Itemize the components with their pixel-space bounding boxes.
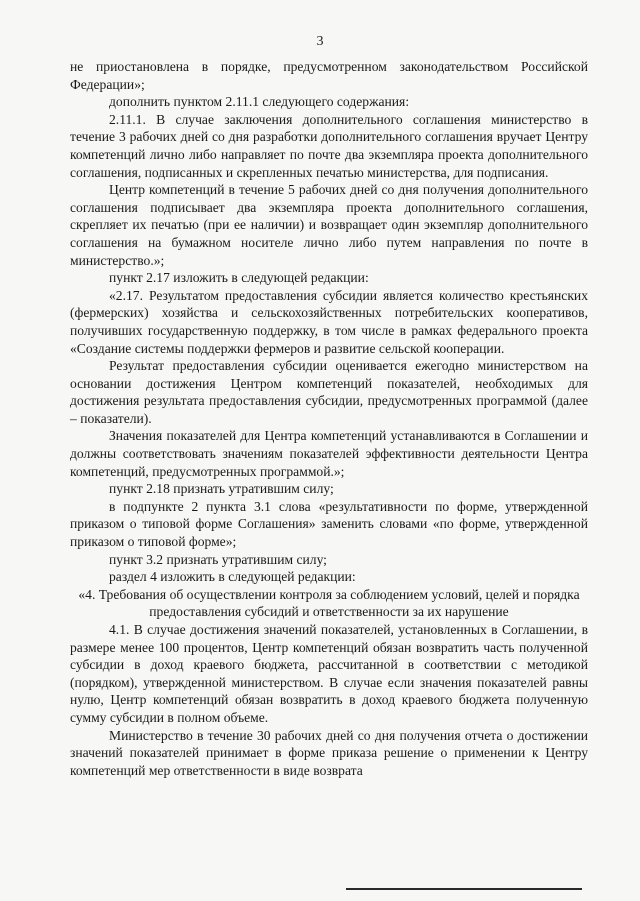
document-body	[70, 58, 588, 779]
paragraph: 2.11.1. В случае заключения дополнительного соглашения министерство в течение 3 рабочих дней со дня разработки дополнительного соглашения вручает Центру компетенций лично либо направляет по почте два экземпляра проекта дополнительного соглашения, подписанных и скрепленных печатью министерства, для подписания.	[70, 111, 588, 180]
paragraph: Результат предоставления субсидии оценивается ежегодно министерством на основании достижения Центром компетенций показателей, необходимых для достижения результата предоставления субсидии, предусмотренных программой (далее – показатели).	[70, 358, 588, 426]
paragraph: Министерство в течение 30 рабочих дней со дня получения отчета о достижении значений показателей принимает в форме приказа решение о применении к Центру компетенций мер ответственности в виде возврата	[70, 727, 588, 778]
paragraph: пункт 2.18 признать утратившим силу;	[109, 481, 334, 497]
paragraph: раздел 4 изложить в следующей редакции:	[109, 569, 356, 585]
paragraph: в подпункте 2 пункта 3.1 слова «результативности по форме, утвержденной приказом о типовой форме Соглашения» заменить словами «по форме, утвержденной приказом о типовой форме»;	[70, 498, 588, 550]
paragraph: Значения показателей для Центра компетенций устанавливаются в Соглашении и должны соответствовать значениям показателей эффективности деятельности Центра компетенций, предусмотренных программой.»;	[70, 428, 588, 479]
paragraph: пункт 3.2 признать утратившим силу;	[109, 551, 327, 567]
page-number: 3	[316, 34, 324, 49]
paragraph: «2.17. Результатом предоставления субсидии является количество крестьянских (фермерских) хозяйства и сельскохозяйственных потребительских кооперативов, получивших государственную поддержку, в том числе в рамках федерального проекта «Создание системы поддержки фермеров и развитие сельской кооперации.	[70, 287, 588, 356]
paragraph: не приостановлена в порядке, предусмотренном законодательством Российской Федерации»;	[70, 59, 588, 92]
bottom-rule	[346, 888, 582, 890]
paragraph: Центр компетенций в течение 5 рабочих дней со дня получения дополнительного соглашения подписывает два экземпляра проекта дополнительного соглашения, скрепляет их печатью (при ее наличии) и возвращает один экземпляр дополнительного соглашения на бумажном носителе лично либо путем направления по почте в министерство.»;	[70, 182, 588, 268]
section-heading: «4. Требования об осуществлении контроля за соблюдением условий, целей и порядка предоставления субсидий и ответственности за их нарушение	[78, 586, 580, 620]
paragraph: дополнить пунктом 2.11.1 следующего содержания:	[109, 94, 410, 110]
paragraph: 4.1. В случае достижения значений показателей, установленных в Соглашении, в размере менее 100 процентов, Центр компетенций обязан возвратить часть полученной субсидии в доход краевого бюджета, рассчитанной в соответствии с методикой (порядком), утвержденной министерством. В случае если значения показателей равны нулю, Центр компетенций обязан возвратить в доход краевого бюджета полученную сумму субсидии в полном объеме.	[70, 622, 588, 725]
paragraph: пункт 2.17 изложить в следующей редакции:	[109, 270, 369, 286]
